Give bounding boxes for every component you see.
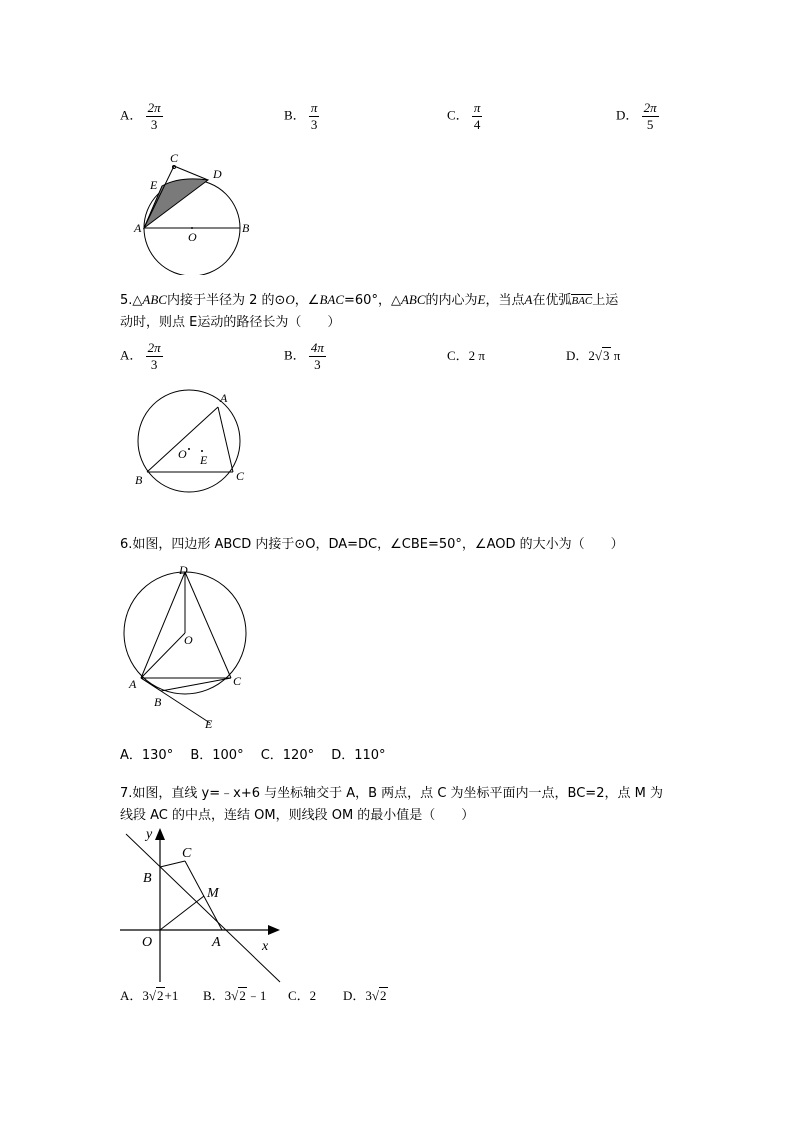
q5-line2: 动时，则点 E运动的路径长为（ ） [120, 315, 341, 330]
q4-label-c: C [170, 151, 179, 165]
q5-line1: 5.△ABC内接于半径为 2 的⊙O，∠BAC=60°，△ABC的内心为E，当点A在优弧BAC上运 [120, 292, 619, 308]
q7-label-x: x [262, 939, 269, 954]
q5-label-e: E [200, 453, 208, 467]
q5-label-o: O [178, 447, 187, 461]
q7-option-b[interactable]: B．3√2﹣1 [203, 988, 267, 1003]
q7-label-y: y [146, 827, 153, 842]
q5-arc-bac: BAC [571, 295, 593, 307]
q7-label-b: B [143, 871, 152, 886]
q6-label-o: O [184, 633, 193, 647]
q4-label-b: B [242, 221, 250, 235]
q7-label-a: A [212, 935, 221, 950]
q6-stem: 6.如图，四边形 ABCD 内接于⊙O，DA=DC，∠CBE=50°，∠AOD 的大小为（ ） [120, 537, 624, 552]
q6-figure [118, 560, 258, 735]
q5-label-a: A [220, 391, 228, 405]
q7-figure [118, 822, 288, 992]
q4-figure [130, 150, 260, 275]
q7-label-o: O [142, 935, 153, 950]
q4-option-d[interactable]: D． $\frac{2\pi}{5}$ [616, 100, 657, 132]
q5-label-b: B [135, 473, 143, 487]
q7-stem [120, 783, 720, 827]
q6-label-e: E [205, 717, 213, 731]
q7-option-a[interactable]: A．3√2+1 [120, 988, 179, 1003]
q5-option-a[interactable]: A． $\frac{2\pi}{3}$ [120, 340, 161, 372]
q4-option-a[interactable]: A． $\frac{2\pi}{3}$ [120, 100, 161, 132]
q4-label-d: D [213, 167, 222, 181]
q5-option-c[interactable]: C．2 π [447, 348, 485, 363]
q6-label-d: D [179, 563, 188, 577]
q5-option-d[interactable]: D．2√3 π [566, 348, 621, 363]
q4-option-b[interactable]: B． $\frac{\pi}{3}$ [284, 100, 318, 132]
q4-label-e: E [150, 178, 158, 192]
q7-option-d[interactable]: D．3√2 [343, 988, 387, 1003]
q6-label-c: C [233, 674, 242, 688]
x-axis-arrow-icon [268, 925, 280, 935]
y-axis-arrow-icon [155, 828, 165, 840]
q6-label-b: B [154, 695, 162, 709]
q6-label-a: A [129, 677, 137, 691]
q7-line1: 7.如图，直线 y=﹣x+6 与坐标轴交于 A，B 两点，点 C 为坐标平面内一点，BC=2，点 M 为 [120, 786, 663, 801]
q5-figure [130, 385, 260, 500]
q6-options[interactable]: A．130° B．100° C．120° D．110° [120, 748, 386, 763]
q7-label-m: M [207, 886, 219, 901]
q4-label-o: O [188, 230, 197, 244]
q4-option-c[interactable]: C． $\frac{\pi}{4}$ [447, 100, 481, 132]
q4-label-a: A [134, 221, 142, 235]
q7-label-c: C [182, 846, 192, 861]
q7-option-c[interactable]: C．2 [288, 988, 317, 1003]
q5-label-c: C [236, 469, 245, 483]
q5-stem [120, 289, 680, 334]
q7-line2: 线段 AC 的中点，连结 OM，则线段 OM 的最小值是（ ） [120, 808, 475, 823]
q5-option-b[interactable]: B． $\frac{4\pi}{3}$ [284, 340, 324, 372]
